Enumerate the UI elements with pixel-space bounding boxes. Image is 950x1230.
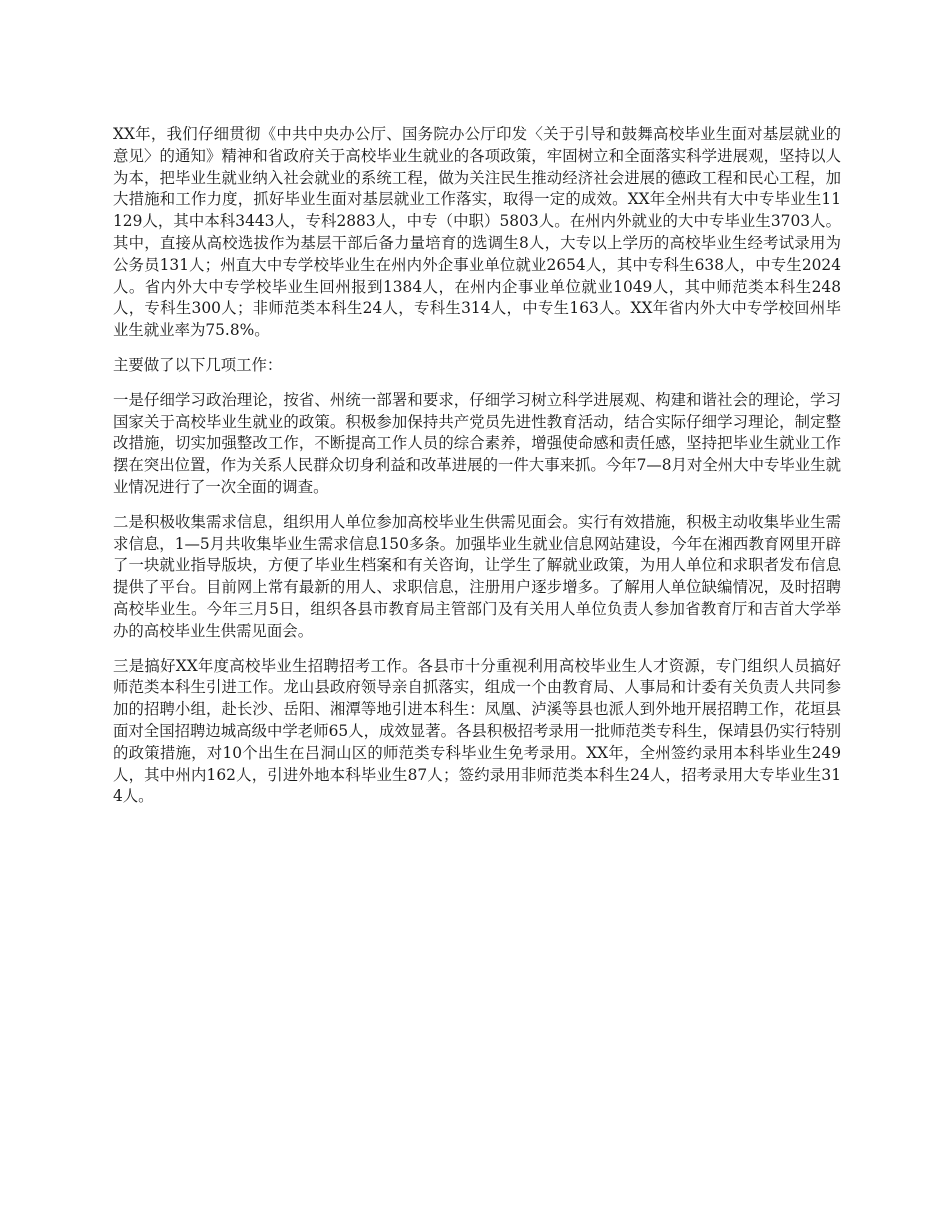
document-body [113, 124, 841, 821]
work-item-2-paragraph: 二是积极收集需求信息，组织用人单位参加高校毕业生供需见面会。实行有效措施，积极主动收集毕业生需求信息，1—5月共收集毕业生需求信息150多条。加强毕业生就业信息网站建设，今年在湘西教育网里开辟了一块就业指导版块，方便了毕业生档案和有关咨询，让学生了解就业政策，为用人单位和求职者发布信息提供了平台。目前网上常有最新的用人、求职信息，注册用户逐步增多。了解用人单位缺编情况，及时招聘高校毕业生。今年三月5日，组织各县市教育局主管部门及有关用人单位负责人参加省教育厅和吉首大学举办的高校毕业生供需见面会。 [113, 512, 841, 640]
work-item-1-paragraph: 一是仔细学习政治理论，按省、州统一部署和要求，仔细学习树立科学进展观、构建和谐社会的理论，学习国家关于高校毕业生就业的政策。积极参加保持共产党员先进性教育活动，结合实际仔细学习理论，制定整改措施，切实加强整改工作，不断提高工作人员的综合素养，增强使命感和责任感，坚持把毕业生就业工作摆在突出位置，作为关系人民群众切身利益和改革进展的一件大事来抓。今年7—8月对全州大中专毕业生就业情况进行了一次全面的调查。 [113, 390, 841, 496]
section-lead-paragraph: 主要做了以下几项工作： [113, 355, 283, 374]
work-item-3-paragraph: 三是搞好XX年度高校毕业生招聘招考工作。各县市十分重视利用高校毕业生人才资源，专门组织人员搞好师范类本科生引进工作。龙山县政府领导亲自抓落实，组成一个由教育局、人事局和计委有关负责人共同参加的招聘小组，赴长沙、岳阳、湘潭等地引进本科生：凤凰、泸溪等县也派人到外地开展招聘工作，花垣县面对全国招聘边城高级中学老师65人，成效显著。各县积极招考录用一批师范类专科生，保靖县仍实行特别的政策措施，对10个出生在吕洞山区的师范类专科毕业生免考录用。XX年，全州签约录用本科毕业生249人，其中州内162人，引进外地本科毕业生87人；签约录用非师范类本科生24人，招考录用大专毕业生314人。 [113, 656, 841, 806]
intro-paragraph: XX年，我们仔细贯彻《中共中央办公厅、国务院办公厅印发〈关于引导和鼓舞高校毕业生面对基层就业的意见〉的通知》精神和省政府关于高校毕业生就业的各项政策，牢固树立和全面落实科学进展观，坚持以人为本，把毕业生就业纳入社会就业的系统工程，做为关注民生推动经济社会进展的德政工程和民心工程，加大措施和工作力度，抓好毕业生面对基层就业工作落实，取得一定的成效。XX年全州共有大中专毕业生11129人，其中本科3443人，专科2883人，中专（中职）5803人。在州内外就业的大中专毕业生3703人。其中，直接从高校选拔作为基层干部后备力量培育的选调生8人，大专以上学历的高校毕业生经考试录用为公务员131人；州直大中专学校毕业生在州内外企事业单位就业2654人，其中专科生638人，中专生2024人。省内外大中专学校毕业生回州报到1384人，在州内企事业单位就业1049人，其中师范类本科生248人，专科生300人；非师范类本科生24人，专科生314人，中专生163人。XX年省内外大中专学校回州毕业生就业率为75.8%。 [113, 125, 841, 340]
